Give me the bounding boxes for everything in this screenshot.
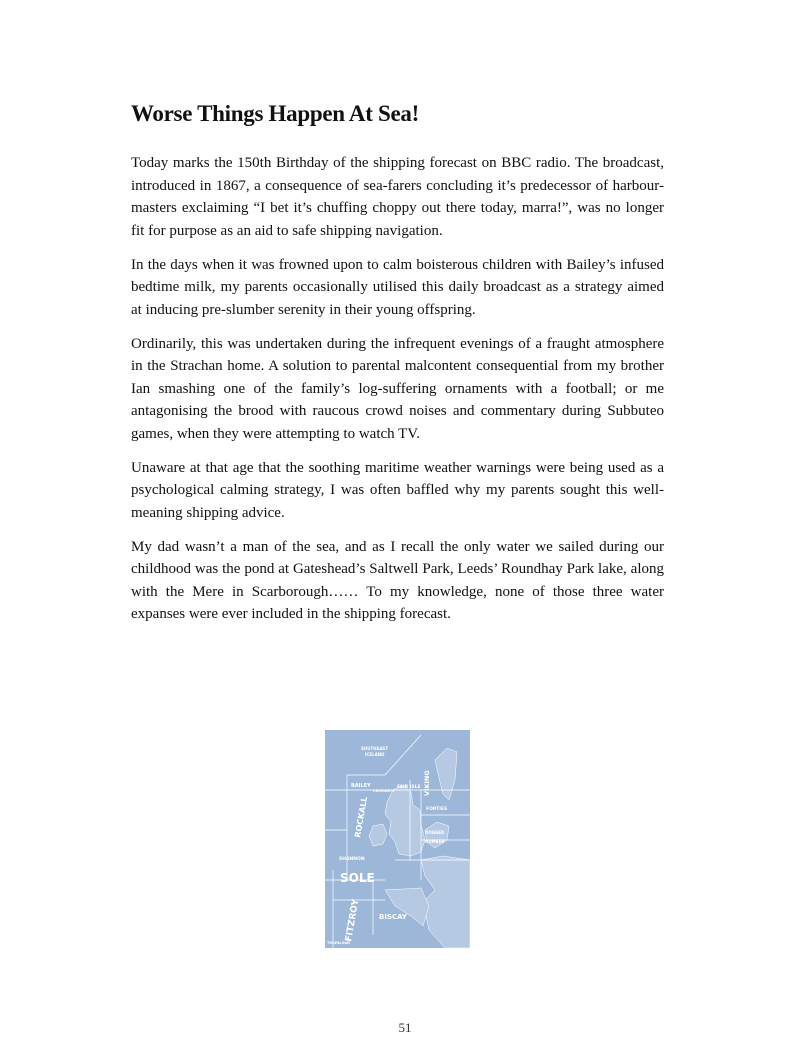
svg-text:FORTIES: FORTIES <box>426 807 448 812</box>
svg-text:BAILEY: BAILEY <box>351 783 371 789</box>
paragraph: Today marks the 150th Birthday of the shipping forecast on BBC radio. The broadcast, introduced in 1867, a consequence of sea-farers concluding it’s predecessor of harbour-masters exclaiming “I bet it’s chuffing choppy out there today, marra!”, was no longer fit for purpose as an aid to safe shipping navigation. <box>131 155 664 239</box>
svg-text:SOUTHEAST: SOUTHEAST <box>361 746 389 751</box>
map-image <box>325 730 470 948</box>
article-body <box>131 152 664 637</box>
svg-text:ROCKALL: ROCKALL <box>353 795 370 839</box>
paragraph: Unaware at that age that the soothing maritime weather warnings were being used as a psychological calming strategy, I was often baffled why my parents sought this well-meaning shipping advice. <box>131 459 664 521</box>
svg-text:ICELAND: ICELAND <box>365 752 385 757</box>
paragraph: In the days when it was frowned upon to calm boisterous children with Bailey’s infused bedtime milk, my parents occasionally utilised this daily broadcast as a strategy aimed at inducing pre-slumber serenity in their young offspring. <box>131 256 664 318</box>
shipping-forecast-map <box>325 730 470 948</box>
svg-text:DOGGER: DOGGER <box>425 830 445 835</box>
article-title: Worse Things Happen At Sea! <box>131 101 419 126</box>
svg-text:VIKING: VIKING <box>423 770 431 796</box>
svg-text:FAIR ISLE: FAIR ISLE <box>397 785 421 790</box>
svg-text:HUMBER: HUMBER <box>425 839 445 844</box>
svg-text:BISCAY: BISCAY <box>379 913 407 921</box>
paragraph: Ordinarily, this was undertaken during the infrequent evenings of a fraught atmosphere in the Strachan home. A solution to parental malcontent consequential from my brother Ian smashing one of the family’s log-suffering ornaments with a football; or me antagonising the brood with raucous crowd noises and commentary during Subbuteo games, when they were attempting to watch TV. <box>131 335 664 442</box>
svg-text:SHANNON: SHANNON <box>339 857 365 862</box>
svg-text:FITZROY: FITZROY <box>344 898 362 943</box>
svg-text:TRAFALGAR: TRAFALGAR <box>327 941 350 945</box>
svg-text:SOLE: SOLE <box>340 871 375 885</box>
paragraph: My dad wasn’t a man of the sea, and as I recall the only water we sailed during our childhood was the pond at Gateshead’s Saltwell Park, Leeds’ Roundhay Park lake, along with the Mere in Scarborough…… To my knowledge, none of those three water expanses were ever included in the shipping forecast. <box>131 538 664 622</box>
svg-text:CROMARTY: CROMARTY <box>373 789 395 793</box>
page-number: 51 <box>398 1020 412 1035</box>
